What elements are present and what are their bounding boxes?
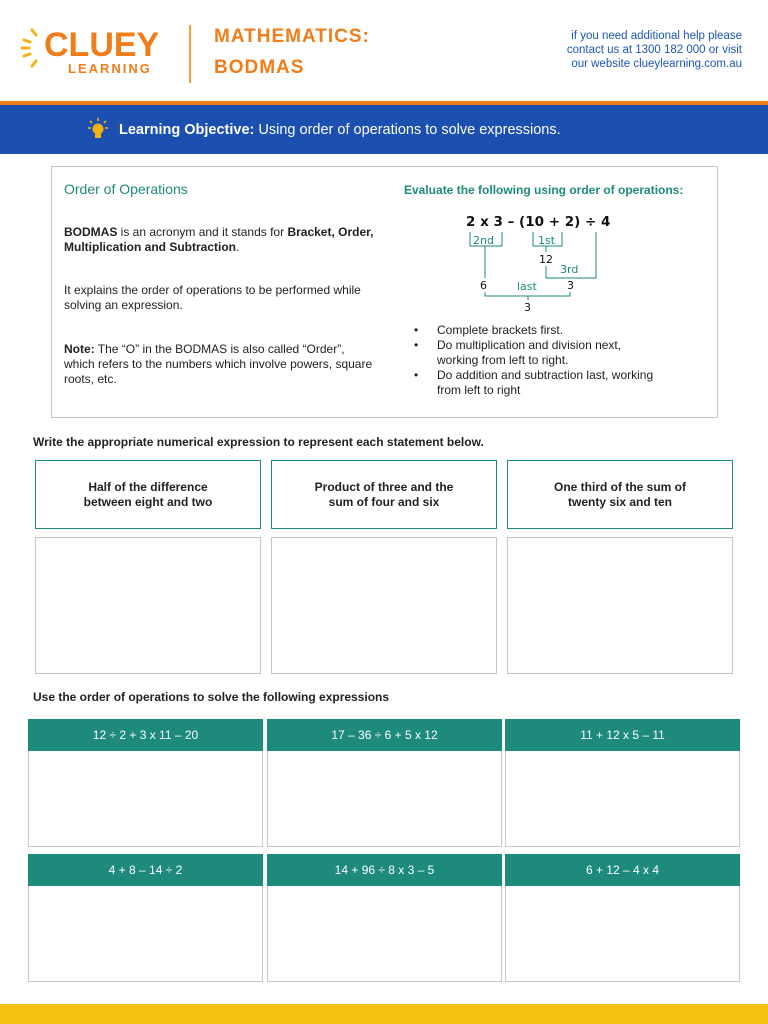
diagram-value-3-right: 3 (567, 279, 574, 292)
statement-text: Product of three and the sum of four and six (314, 479, 454, 509)
rule-item: • Do multiplication and division next, working from left to right. (414, 338, 654, 368)
objective-text: Using order of operations to solve expressions. (254, 122, 561, 138)
statement-text: Half of the difference between eight and two (83, 479, 213, 509)
statement-answer-area[interactable] (35, 537, 261, 674)
rule-item: • Complete brackets first. (414, 323, 654, 338)
expression-header: 4 + 8 – 14 ÷ 2 (28, 854, 263, 886)
expression-header: 6 + 12 – 4 x 4 (505, 854, 740, 886)
bodmas-period: . (236, 240, 240, 254)
help-line: our website clueylearning.com.au (571, 58, 742, 70)
bodmas-text: is an acronym and it stands for (117, 225, 288, 239)
help-line: contact us at 1300 182 000 or visit (566, 44, 742, 56)
objective-label: Learning Objective: (119, 122, 255, 138)
diagram-result: 3 (524, 301, 531, 314)
statement-answer-area[interactable] (271, 537, 497, 674)
expression-work-area[interactable] (505, 751, 740, 847)
lightbulb-icon (88, 118, 108, 140)
order-explanation: It explains the order of operations to be performed while solving an expression. (64, 283, 361, 312)
diagram-label-2nd: 2nd (473, 234, 494, 247)
diagram-expression: 2 x 3 – (10 + 2) ÷ 4 (466, 214, 611, 230)
help-line: if you need additional help please (571, 30, 742, 42)
expression-work-area[interactable] (267, 886, 502, 982)
bodmas-worked-diagram (440, 208, 640, 316)
expression-header: 12 ÷ 2 + 3 x 11 – 20 (28, 719, 263, 751)
logo-subtitle: LEARNING (68, 61, 152, 76)
bodmas-term: BODMAS (64, 225, 118, 239)
logo-sun-icon (20, 22, 44, 70)
rule-item: • Do addition and subtraction last, working from left to right (414, 368, 654, 398)
bodmas-expansion: Bracket, Order, Multiplication and Subtraction (64, 225, 374, 254)
expression-work-area[interactable] (28, 751, 263, 847)
info-heading: Order of Operations (64, 181, 188, 197)
statement-text: One third of the sum of twenty six and ten (554, 479, 686, 509)
expression-header: 14 + 96 ÷ 8 x 3 – 5 (267, 854, 502, 886)
expressions-instruction: Use the order of operations to solve the following expressions (33, 690, 390, 704)
header-divider (189, 25, 191, 83)
expression-header: 11 + 12 x 5 – 11 (505, 719, 740, 751)
topic-title: BODMAS (214, 57, 305, 78)
diagram-label-1st: 1st (538, 234, 556, 247)
bodmas-definition (64, 225, 374, 255)
order-note (64, 342, 374, 387)
statement-card (271, 460, 497, 529)
statement-card (35, 460, 261, 529)
statements-instruction: Write the appropriate numerical expression to represent each statement below. (33, 435, 484, 449)
subject-title: MATHEMATICS: (214, 26, 370, 47)
statement-answer-area[interactable] (507, 537, 733, 674)
diagram-label-3rd: 3rd (560, 263, 579, 276)
diagram-value-6: 6 (480, 279, 487, 292)
statement-card (507, 460, 733, 529)
learning-objective (119, 122, 561, 139)
footer-bar (0, 1004, 768, 1024)
expression-work-area[interactable] (505, 886, 740, 982)
evaluate-heading: Evaluate the following using order of operations: (404, 183, 684, 197)
expression-work-area[interactable] (267, 751, 502, 847)
diagram-value-12: 12 (539, 253, 553, 266)
order-rules-list (414, 323, 654, 398)
help-contact-text (522, 29, 742, 71)
expression-work-area[interactable] (28, 886, 263, 982)
diagram-label-last: last (517, 280, 537, 293)
note-label: Note: (64, 342, 95, 356)
logo-wordmark: CLUEY (44, 26, 160, 64)
note-text: The “O” in the BODMAS is also called “Order”, which refers to the numbers which involve powers, square roots, etc. (64, 342, 373, 386)
expression-header: 17 – 36 ÷ 6 + 5 x 12 (267, 719, 502, 751)
